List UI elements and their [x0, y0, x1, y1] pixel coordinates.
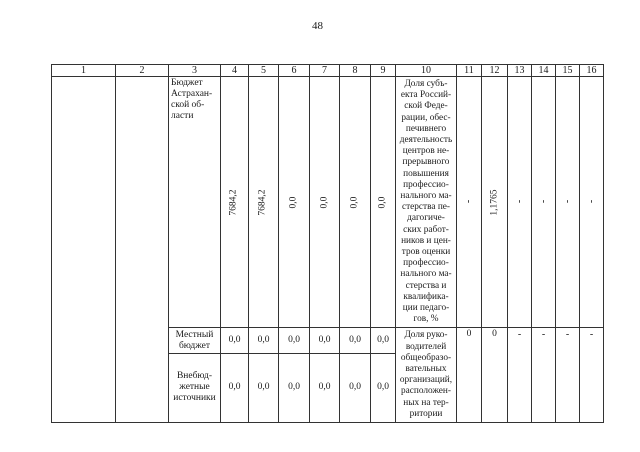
col-header-11: 11 — [457, 65, 482, 77]
col-header-1: 1 — [52, 65, 116, 77]
cell-regional-c9 — [371, 77, 396, 328]
cell-regional-c13 — [508, 77, 532, 328]
value-local-c6: 0,0 — [279, 328, 310, 353]
col-header-5: 5 — [249, 65, 279, 77]
column-header-row — [52, 65, 604, 77]
value-regional-c7: 0,0 — [319, 196, 329, 209]
col-header-6: 6 — [279, 65, 310, 77]
value-regional-c15: - — [562, 200, 573, 204]
value-offbudget-c8: 0,0 — [340, 353, 371, 422]
value-offbudget-c6: 0,0 — [279, 353, 310, 422]
value-regional-c16: - — [586, 200, 597, 204]
cell-regional-c6 — [279, 77, 310, 328]
funding-source-local: Местный бюджет — [169, 328, 221, 353]
value-local-c8: 0,0 — [340, 328, 371, 353]
col-header-14: 14 — [532, 65, 556, 77]
cell-regional-c4 — [221, 77, 249, 328]
cell-regional-c14 — [532, 77, 556, 328]
value-local-c16: - — [580, 328, 604, 423]
page-number: 48 — [312, 20, 323, 32]
col-header-7: 7 — [310, 65, 340, 77]
funding-source-regional: Бюджет Астрахан- ской об- ласти — [169, 77, 221, 328]
indicator-regional: Доля субъ- екта Россий- ской Феде- рации, обес- печивнего деятельность центров не- прерывного повышения профессио- нального ма- стерства пе- дагогиче- ских работ- ников и цен- тров оценки профессио- нального ма- стерства и квалифика- ции педаго- гов, % — [396, 77, 457, 328]
value-regional-c11: - — [463, 200, 475, 204]
col-header-8: 8 — [340, 65, 371, 77]
value-local-c9: 0,0 — [371, 328, 396, 353]
value-local-c12: 0 — [482, 328, 508, 423]
value-offbudget-c9: 0,0 — [371, 353, 396, 422]
col-header-4: 4 — [221, 65, 249, 77]
col-header-16: 16 — [580, 65, 604, 77]
cell-regional-c12 — [482, 77, 508, 328]
value-regional-c13: - — [514, 200, 525, 204]
cell-col2-empty — [116, 77, 169, 423]
col-header-15: 15 — [556, 65, 580, 77]
value-local-c5: 0,0 — [249, 328, 279, 353]
value-local-c4: 0,0 — [221, 328, 249, 353]
col-header-10: 10 — [396, 65, 457, 77]
cell-regional-c16 — [580, 77, 604, 328]
value-regional-c14: - — [538, 200, 549, 204]
value-local-c13: - — [508, 328, 532, 423]
value-regional-c4: 7684,2 — [229, 189, 239, 216]
value-regional-c8: 0,0 — [349, 196, 360, 209]
value-regional-c6: 0,0 — [288, 196, 299, 209]
value-regional-c5: 7684,2 — [258, 189, 268, 216]
col-header-9: 9 — [371, 65, 396, 77]
cell-regional-c15 — [556, 77, 580, 328]
col-header-3: 3 — [169, 65, 221, 77]
value-local-c14: - — [532, 328, 556, 423]
cell-col1-empty — [52, 77, 116, 423]
col-header-13: 13 — [508, 65, 532, 77]
cell-regional-c7 — [310, 77, 340, 328]
value-local-c11: 0 — [457, 328, 482, 423]
value-regional-c9: 0,0 — [377, 196, 388, 209]
table-row-regional-budget — [52, 77, 604, 328]
cell-regional-c11 — [457, 77, 482, 328]
program-table — [51, 64, 604, 423]
col-header-12: 12 — [482, 65, 508, 77]
value-local-c15: - — [556, 328, 580, 423]
cell-regional-c5 — [249, 77, 279, 328]
value-offbudget-c5: 0,0 — [249, 353, 279, 422]
cell-regional-c8 — [340, 77, 371, 328]
value-local-c7: 0,0 — [310, 328, 340, 353]
value-offbudget-c4: 0,0 — [221, 353, 249, 422]
funding-source-offbudget: Внебюд- жетные источники — [169, 353, 221, 422]
value-regional-c12: 1,1765 — [489, 189, 500, 216]
indicator-local: Доля руко- водителей общеобразо- вательных организаций, расположен- ных на тер- ритории — [396, 328, 457, 423]
col-header-2: 2 — [116, 65, 169, 77]
value-offbudget-c7: 0,0 — [310, 353, 340, 422]
